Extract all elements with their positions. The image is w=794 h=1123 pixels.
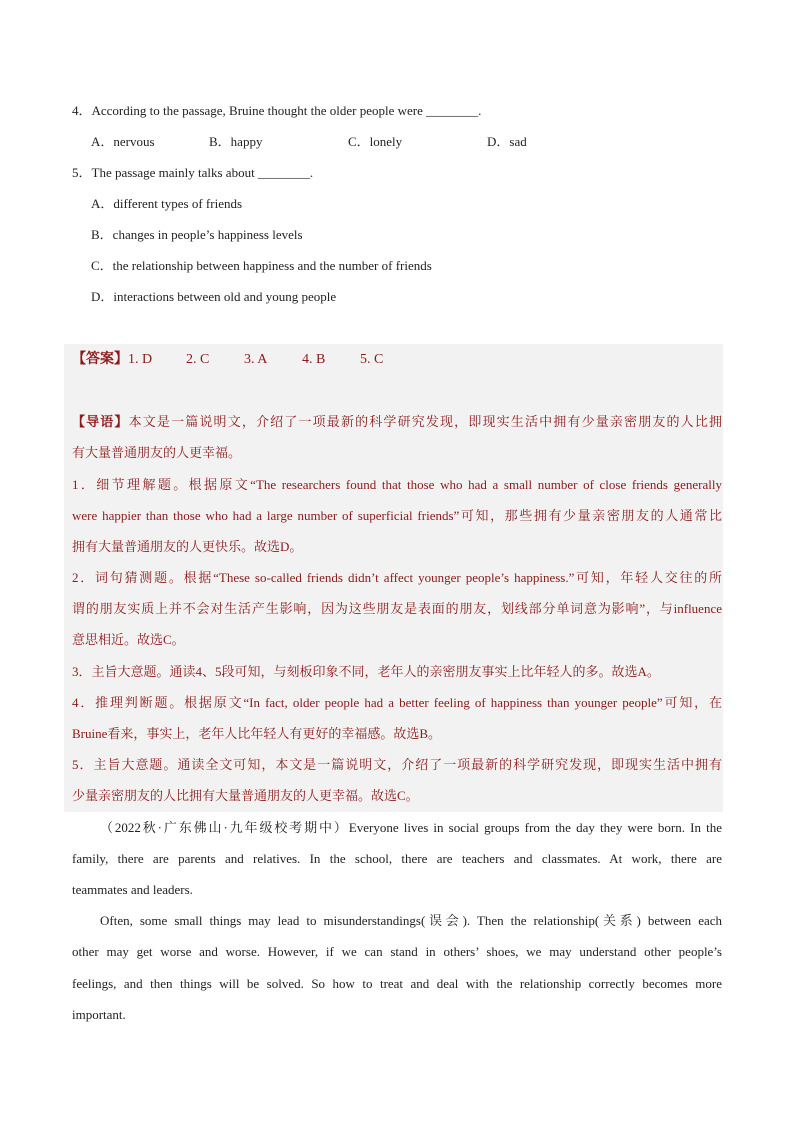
q4-option-b: B．happy	[209, 134, 263, 149]
guide-label: 【导语】	[72, 414, 129, 429]
q5-option-b: B．changes in people’s happiness levels	[91, 227, 303, 242]
explanation-line: were happier than those who had a large number of superficial friends”可知，那些拥有少量亲密朋友的人通常比	[72, 508, 722, 523]
explanation-line: 拥有大量普通朋友的人更快乐。故选D。	[72, 539, 303, 554]
passage-line: other may get worse and worse. However, if we can stand in others’ shoes, we may understand other people’s	[72, 944, 722, 959]
answer-item: 5. C	[360, 352, 384, 367]
explanation-line: 5．主旨大意题。通读全文可知，本文是一篇说明文，介绍了一项最新的科学研究发现，即现实生活中拥有	[72, 757, 722, 772]
answer-label: 【答案】	[72, 352, 128, 367]
guide-text-1: 本文是一篇说明文，介绍了一项最新的科学研究发现，即现实生活中拥有少量亲密朋友的人比拥	[128, 414, 722, 429]
answer-item: 2. C	[186, 352, 210, 367]
guide-line-1	[72, 412, 722, 432]
question-4-stem: 4．According to the passage, Bruine thought the older people were ________.	[72, 103, 482, 118]
q5-option-c: C．the relationship between happiness and the number of friends	[91, 258, 432, 273]
question-4-options	[91, 132, 527, 152]
explanation-line: 3．主旨大意题。通读4、5段可知，与刻板印象不同，老年人的亲密朋友事实上比年轻人的多。故选A。	[72, 664, 660, 679]
answer-item: 1. D	[128, 352, 153, 367]
explanation-line: Bruine看来，事实上，老年人比年轻人有更好的幸福感。故选B。	[72, 726, 442, 741]
passage-line: Often, some small things may lead to misunderstandings(误会). Then the relationship(关系) between each	[100, 913, 722, 928]
q4-option-d: D．sad	[487, 134, 527, 149]
explanation-line: 谓的朋友实质上并不会对生活产生影响，因为这些朋友是表面的朋友，划线部分单词意为影响”，与influence	[72, 601, 722, 616]
passage-line: important.	[72, 1007, 126, 1022]
q4-option-a: A．nervous	[91, 134, 155, 149]
q5-option-d: D．interactions between old and young people	[91, 289, 337, 304]
q4-option-c: C．lonely	[348, 134, 403, 149]
question-5-stem: 5．The passage mainly talks about ________.	[72, 165, 314, 180]
passage-line: teammates and leaders.	[72, 882, 193, 897]
passage-line: （2022秋·广东佛山·九年级校考期中）Everyone lives in social groups from the day they were born. In the	[100, 820, 722, 835]
answer-key	[72, 349, 383, 371]
passage-line: family, there are parents and relatives. In the school, there are teachers and classmates. At work, there are	[72, 851, 722, 866]
answer-item: 4. B	[302, 352, 326, 367]
guide-line-2: 有大量普通朋友的人更幸福。	[72, 445, 242, 460]
explanation-line: 4．推理判断题。根据原文“In fact, older people had a better feeling of happiness than younger people”可知，在	[72, 695, 722, 710]
passage-line: feelings, and then things will be solved. So how to treat and deal with the relationship correctly becomes more	[72, 976, 722, 991]
explanation-line: 2．词句猜测题。根据“These so-called friends didn’t affect younger people’s happiness.”可知，年轻人交往的所	[72, 570, 722, 585]
explanation-line: 少量亲密朋友的人比拥有大量普通朋友的人更幸福。故选C。	[72, 788, 419, 803]
explanation-line: 1．细节理解题。根据原文“The researchers found that those who had a small number of close friends generally	[72, 477, 722, 492]
q5-option-a: A．different types of friends	[91, 196, 243, 211]
answer-item: 3. A	[244, 352, 268, 367]
explanation-line: 意思相近。故选C。	[72, 632, 185, 647]
